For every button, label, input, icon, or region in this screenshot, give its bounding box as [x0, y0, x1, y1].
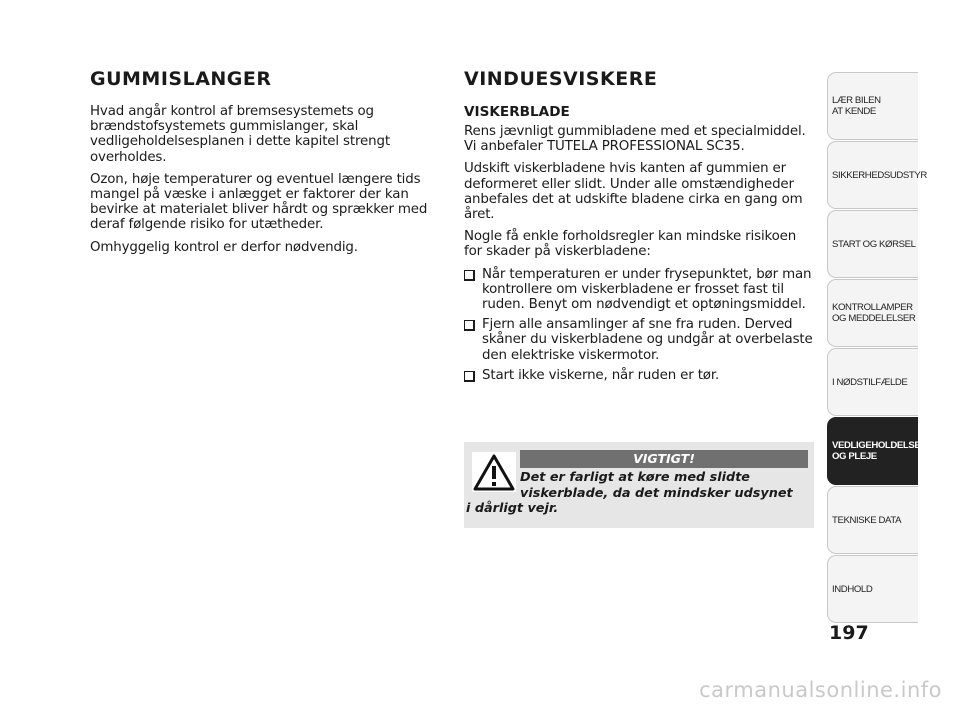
paragraph: Omhyggelig kontrol er derfor nødvendig.: [90, 239, 358, 255]
right-column: [464, 68, 816, 388]
tab-i-nodstilfaelde[interactable]: I NØDSTILFÆLDE: [827, 348, 918, 416]
section-title: GUMMISLANGER: [90, 68, 272, 90]
list-item: Når temperaturen er under frysepunktet, bør man kontrollere om viskerbladene er frosset fast til ruden. Benyt om nødvendigt et optøningsmiddel.: [464, 267, 816, 313]
paragraph: Hvad angår kontrol af bremsesystemets og brændstofsystemets gummislanger, skal vedligeholdelsesplanen i dette kapitel strengt overholdes.: [90, 104, 390, 165]
list-item: Start ikke viskerne, når ruden er tør.: [464, 368, 816, 383]
tab-start-og-korsel[interactable]: START OG KØRSEL: [827, 210, 918, 278]
tab-indhold[interactable]: INDHOLD: [827, 555, 918, 623]
tab-vedligeholdelse[interactable]: VEDLIGEHOLDELSE OG PLEJE: [827, 417, 918, 485]
checkbox-bullet-icon: [464, 371, 475, 382]
watermark: carmanualsonline.info: [699, 678, 942, 702]
chapter-tabs: [827, 72, 927, 624]
list-item: Fjern alle ansamlinger af sne fra ruden. Derved skåner du viskerbladene og undgår at overbelaste den elektriske viskermotor.: [464, 317, 816, 363]
page-number: 197: [829, 622, 869, 644]
checkbox-bullet-icon: [464, 320, 475, 331]
tab-sikkerhedsudstyr[interactable]: SIKKERHEDSUDSTYR: [827, 141, 918, 209]
warning-heading: VIGTIGT!: [520, 450, 808, 468]
left-column: [90, 68, 440, 262]
tab-laer-bilen-at-kende[interactable]: LÆR BILEN AT KENDE: [827, 72, 918, 140]
tab-tekniske-data[interactable]: TEKNISKE DATA: [827, 486, 918, 554]
bullet-list: [464, 267, 816, 383]
checkbox-bullet-icon: [464, 270, 475, 281]
paragraph: Udskift viskerbladene hvis kanten af gummien er deformeret eller slidt. Under alle omstændigheder anbefales det at udskifte bladene cirka en gang om året.: [464, 161, 803, 223]
warning-box: [464, 442, 814, 528]
paragraph: Rens jævnligt gummibladene med et specialmiddel. Vi anbefaler TUTELA PROFESSIONAL SC35.: [464, 124, 806, 155]
subsection-title: VISKERBLADE: [464, 104, 570, 120]
tab-kontrollamper[interactable]: KONTROLLAMPER OG MEDDELELSER: [827, 279, 918, 347]
paragraph: Ozon, høje temperaturer og eventuel længere tids mangel på væske i anlægget er faktorer der kan bevirke at materialet bliver hårdt og sprækker med deraf følgende risiko for utætheder.: [90, 171, 428, 233]
warning-text: Det er farligt at køre med slidte viskerblade, da det mindsker udsynet i dårligt vejr.: [466, 470, 793, 516]
section-title: VINDUESVISKERE: [464, 68, 658, 90]
paragraph: Nogle få enkle forholdsregler kan mindske risikoen for skader på viskerbladene:: [464, 229, 797, 260]
